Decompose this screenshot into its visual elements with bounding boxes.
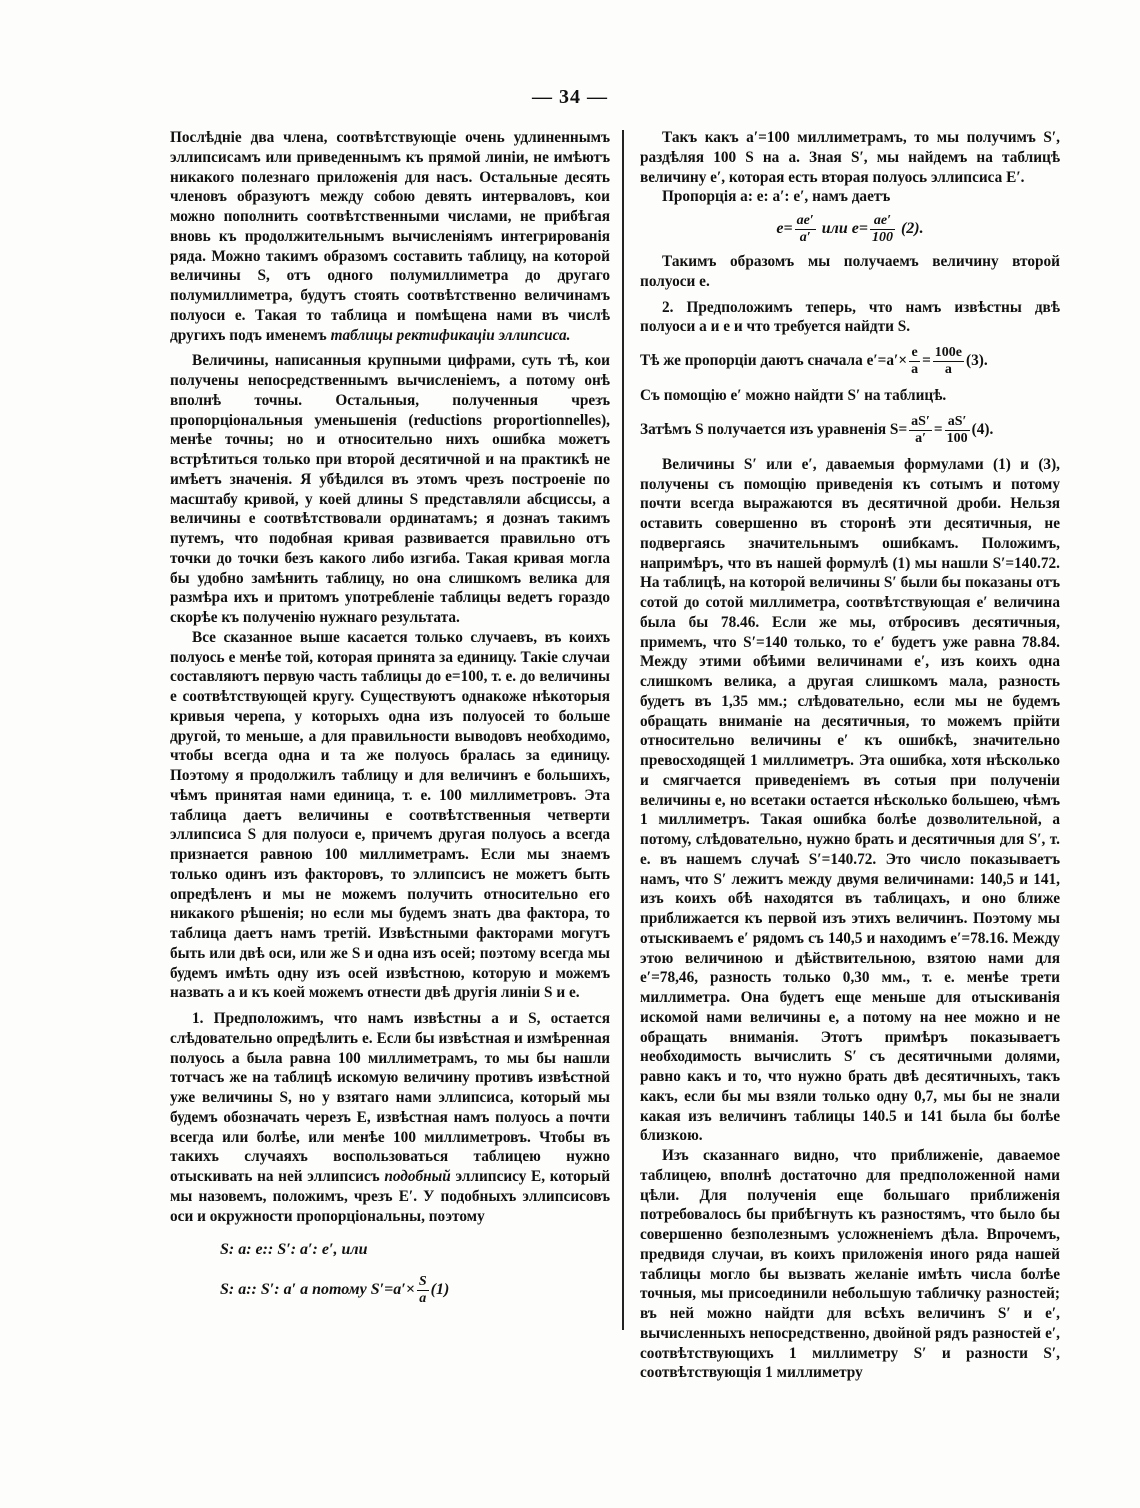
formula-2-fraction bbox=[417, 1274, 429, 1307]
formula-6-fraction-1 bbox=[909, 414, 932, 447]
right-paragraph-2: Пропорція a: e: a′: e′, намъ даетъ bbox=[662, 188, 891, 206]
left-paragraph-3: Все сказанное выше касается только случаевъ, въ коихъ полуось e менѣе той, которая принята за единицу. Такіе случаи составляютъ первую часть таблицы до e=100, т. е. до величины e соотвѣтствующей кругу. Существуютъ однакоже нѣкоторыя кривыя черепа, у которыхъ одна изъ полуосей то больше другой, то меньше, а для правильности выводовъ необходимо, чтобы всегда одна и та же полуось бралась за единицу. Поэтому я продолжилъ таблицу и для величинъ e большихъ, чѣмъ принятая нами единица, т. е. 100 миллиметровъ. Эта таблица даетъ величины e соотвѣтственныя четверти эллипсиса S для полуоси e, причемъ другая полуось a всегда признается равною 100 миллиметрамъ. Если мы знаемъ только одинъ изъ факторовъ, то эллипсисъ не можетъ быть опредѣленъ и мы не можемъ получить относительно его никакого рѣшенія; но если мы будемъ знать два фактора, то таблица даетъ намъ третій. Извѣстными факторами могутъ быть или двѣ оси, или же S и одна изъ осей; поэтому всегда мы будемъ имѣть одну изъ осей извѣстною, которую и можемъ назвать a и къ коей можемъ отнести двѣ другія линіи S и e. bbox=[170, 628, 610, 1002]
formula-4-denominator-1: a bbox=[911, 362, 919, 377]
formula-3 bbox=[640, 213, 1060, 246]
formula-6-fraction-2 bbox=[945, 414, 970, 447]
left-p4-italic: подобный bbox=[384, 1168, 451, 1185]
formula-6-denominator-1: a′ bbox=[915, 430, 926, 446]
formula-4-denominator-2: a bbox=[944, 362, 952, 377]
formula-6 bbox=[640, 414, 1060, 447]
formula-4-fraction-1 bbox=[909, 345, 920, 378]
formula-3-denominator-2: 100 bbox=[871, 230, 893, 245]
right-paragraph-3: Такимъ образомъ мы получаемъ величину второй полуоси e. bbox=[640, 253, 1060, 290]
right-paragraph-4: 2. Предположимъ теперь, что намъ извѣстны двѣ полуоси a и e и что требуется найдти S. bbox=[640, 298, 1060, 336]
left-paragraph-2: Величины, написанныя крупными цифрами, суть тѣ, кои получены непосредственнымъ вычисленіемъ, а потому онѣ вполнѣ точны. Остальныя, полученныя чрезъ пропорціональныя уменьшенія (reductions proportionnelles), менѣе точны; но и относительно нихъ ошибка можетъ встрѣтиться только при второй десятичной и на практикѣ не имѣетъ значенія. Я убѣдился въ этомъ чрезъ построеніе по масштабу кривой, у коей длины S представляли абсциссы, а величины e соотвѣтствовали ординатамъ; я дознаъ такимъ путемъ, что подобная кривая развивается правильно отъ точки до точки безъ какого либо изгиба. Такая кривая могла бы удобно замѣнить таблицу, но она слишкомъ велика для размѣра ихъ и притомъ употребленіе таблицы ведетъ гораздо скорѣе къ полученію нужнаго результата. bbox=[170, 352, 610, 626]
right-paragraph-1: Такъ какъ a′=100 миллиметрамъ, то мы получимъ S′, раздѣляя 100 S на a. Зная S′, мы найдемъ на таблицѣ величину e′, которая есть вторая полуось эллипсиса E′. bbox=[640, 129, 1060, 186]
formula-3-fraction-2 bbox=[870, 213, 895, 246]
formula-3-mid: или e= bbox=[821, 220, 868, 238]
formula-6-numerator-1: aS′ bbox=[911, 413, 930, 429]
formula-4-tag: (3). bbox=[966, 352, 988, 370]
formula-2-tag: (1) bbox=[430, 1281, 450, 1299]
column-divider bbox=[622, 130, 624, 1330]
formula-3-tag: (2). bbox=[900, 220, 924, 238]
formula-4-prefix: Тѣ же пропорціи даютъ сначала e′=a′× bbox=[640, 352, 908, 370]
formula-6-denominator-2: 100 bbox=[946, 430, 968, 446]
formula-2 bbox=[170, 1274, 610, 1307]
formula-4-mid: = bbox=[922, 352, 931, 370]
right-paragraph-5: Величины S′ или e′, даваемыя формулами (1) и (3), получены съ помощію приведенія къ сотымъ и потому почти всегда выражаются въ десятичной дроби. Нельзя оставить совершенно въ сторонѣ эти десятичныя, не подвергаясь значительнымъ ошибкамъ. Положимъ, напримѣръ, что въ нашей формулѣ (1) мы нашли S′=140.72. На таблицѣ, на которой величины S′ были бы показаны отъ сотой до сотой миллиметра, соотвѣтствующая e′ величина была бы 78.46. Если же мы, отбросивъ десятичныя, примемъ, что S′=140 только, то e′ будетъ уже равна 78.84. Между этими обѣими величинами e′, изъ коихъ одна слишкомъ велика, а другая слишкомъ мала, разность будетъ въ 1,35 мм.; слѣдовательно, если мы не будемъ обращать вниманіе на десятичныя, то можемъ прійти относительно величины e′ къ ошибкѣ, значительно превосходящей 1 миллиметръ. Эта ошибка, хотя нѣсколько и смягчается приведеніемъ въ сотыя при полученіи величины e, но всетаки остается нѣсколько большею, чѣмъ 1 миллиметръ. Такая ошибка болѣе дозволительной, а потому, слѣдовательно, нужно брать и десятичныя для S′, т. е. въ нашемъ случаѣ S′=140.72. Это число показываетъ намъ, что S′ лежитъ между двумя величинами: 140,5 и 141, изъ коихъ обѣ находятся въ таблицахъ, и оно ближе приближается къ первой изъ этихъ величинъ. Поэтому мы отыскиваемъ e′ рядомъ съ 140,5 и находимъ e′=78.16. Между этою величиною и дѣйствительною, взятою нами для e′=78,46, разность только 0,30 мм., т. е. менѣе трети миллиметра. Она будетъ еще меньше для отыскиванія искомой нами величины e, а потому на нее можно и не обращать вниманія. Этотъ примѣръ показываетъ необходимость вычислить S′ съ десятичными долями, равно какъ и то, что нужно брать двѣ десятичныхъ, такъ какъ, если бы мы взяли только одну 0,7, мы бы не знали какая изъ величинъ таблицы 140.5 и 141 была бы болѣе близкою. bbox=[640, 455, 1060, 1145]
formula-3-numerator-1: ae′ bbox=[796, 213, 814, 228]
formula-3-lhs: e= bbox=[776, 220, 793, 238]
right-paragraph-6: Изъ сказаннаго видно, что приближеніе, даваемое таблицею, вполнѣ достаточно для предположенной нами цѣли. Для полученія еще большаго приближенія потребовалось бы прибѣгнуть къ разностямъ, что было бы совершенно безполезнымъ усложненіемъ дѣла. Впрочемъ, предвидя случаи, въ коихъ приложенія иного ряда нашей таблицы могло бы вызвать желаніе имѣть числа болѣе точныя, мы присоединили небольшую табличку разностей; въ ней можно найдти для всѣхъ величинъ S′ и e′, вычисленныхъ непосредственно, двойной рядъ разностей e′, соотвѣтствующихъ 1 миллиметру S′ и разности S′, соотвѣтствующія 1 миллиметру bbox=[640, 1147, 1060, 1382]
formula-4 bbox=[640, 345, 1060, 378]
formula-6-numerator-2: aS′ bbox=[945, 414, 970, 431]
formula-2-prefix: S: a:: S′: a′ а потому S′=a′× bbox=[220, 1281, 415, 1299]
left-p4-text: 1. Предположимъ, что намъ извѣстны a и S, остается слѣдовательно опредѣлить e. Если бы извѣстная и измѣренная полуось a была равна 100 миллиметрамъ, то мы бы нашли тотчасъ же на таблицѣ искомую величину противъ извѣстной уже величины S, но у взятаго нами эллипсиса, который мы будемъ обозначать черезъ E, извѣстная намъ полуось a почти всегда или болѣе, или менѣе 100 миллиметровъ. Чтобы въ такихъ случаяхъ воспользоваться таблицею нужно отыскивать на ней эллипсисъ bbox=[170, 1010, 610, 1185]
page-number: — 34 — bbox=[532, 86, 608, 108]
formula-4-fraction-2 bbox=[933, 345, 964, 378]
left-p1-text: Послѣдніе два члена, соотвѣтствующіе очень удлиненнымъ эллипсисамъ или приведеннымъ къ прямой линіи, не имѣютъ никакого полезнаго приложенія для насъ. Остальные десять членовъ образуютъ между собою девять интерваловъ, кои можно пополнить соотвѣтственными числами, не прибѣгая вновь къ продолжительнымъ вычисленіямъ интегрированія ряда. Можно такимъ образомъ составить таблицу, на которой величины S, отъ одного полумиллиметра до другаго полумиллиметра, будутъ стоять соотвѣтственно величинамъ полуоси e. Такая то таблица и помѣщена нами въ числѣ другихъ подъ именемъ bbox=[170, 129, 610, 344]
formula-2-denominator: a bbox=[419, 1291, 427, 1306]
formula-5-line: Съ помощію e′ можно найдти S′ на таблицѣ. bbox=[640, 387, 947, 404]
left-paragraph-4 bbox=[170, 1009, 610, 1226]
formula-3-numerator-2: ae′ bbox=[870, 213, 895, 230]
left-column bbox=[170, 128, 610, 1321]
formula-6-mid: = bbox=[933, 420, 943, 438]
left-paragraph-1 bbox=[170, 128, 610, 345]
right-column bbox=[640, 128, 1060, 1383]
formula-4-numerator-2: 100e bbox=[934, 345, 962, 360]
formula-6-tag: (4). bbox=[971, 420, 994, 438]
left-p4-tail: эллипсису E, который мы назовемъ, положимъ, чрезъ E′. У подобныхъ эллипсисовъ оси и окружности пропорціональны, поэтому bbox=[170, 1168, 611, 1225]
formula-1: S: a: e:: S′: a′: e′, или bbox=[220, 1241, 368, 1259]
left-p1-italic: таблицы ректификаціи эллипсиса. bbox=[330, 326, 571, 344]
formula-3-denominator-1: a′ bbox=[799, 230, 811, 245]
formula-3-fraction-1 bbox=[795, 213, 816, 246]
formula-4-numerator-1: e bbox=[909, 345, 920, 362]
formula-6-prefix: Затѣмъ S получается изъ уравненія S= bbox=[640, 420, 908, 438]
formula-2-numerator: S bbox=[418, 1274, 427, 1289]
